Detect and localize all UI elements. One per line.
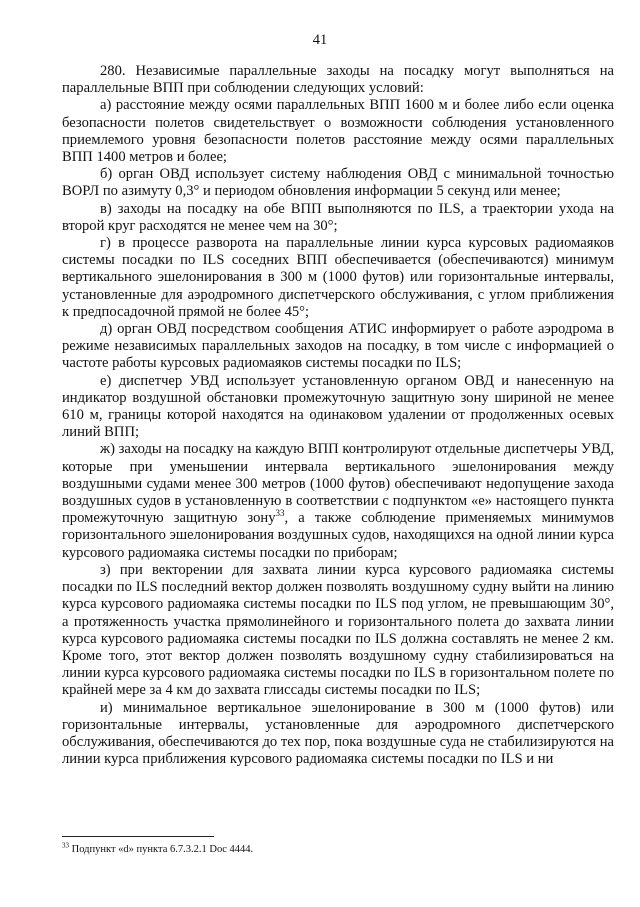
paragraph-item-v: в) заходы на посадку на обе ВПП выполняются по ILS, а траектории ухода на второй круг расходятся не менее чем на 30°;: [62, 200, 614, 234]
footnote-text: Подпункт «d» пункта 6.7.3.2.1 Doc 4444.: [69, 844, 254, 855]
paragraph-item-g: г) в процессе разворота на параллельные линии курса курсовых радиомаяков системы посадки по ILS соседних ВПП обеспечивается (обеспечиваются) минимум вертикального эшелонирования в 300 м (1000 футов) или горизонтальные интервалы, установленные для аэродромного диспетчерского обслуживания, с углом приближения к предпосадочной прямой не более 45°;: [62, 235, 614, 320]
paragraph-280-intro: 280. Независимые параллельные заходы на посадку могут выполняться на параллельные ВПП при соблюдении следующих условий:: [62, 63, 614, 97]
paragraph-item-e: е) диспетчер УВД использует установленную органом ОВД и нанесенную на индикатор воздушной обстановки промежуточную защитную зону шириной не менее 610 м, границы которой находятся на одинаковом удалении от продолженных осевых линий ВПП;: [62, 372, 614, 441]
paragraph-item-zh-text: ж) заходы на посадку на каждую ВПП контролируют отдельные диспетчеры УВД, которые при уменьшении интервала вертикального эшелонирования между воздушными судами менее 300 метров (1000 футов) обеспечивают недопущение захода воздушных судов в установленную в соответствии с подпунктом «е» настоящего пункта промежуточную защитную зону: [62, 441, 614, 527]
paragraph-item-zh: [62, 441, 614, 561]
paragraph-item-a: а) расстояние между осями параллельных ВПП 1600 м и более либо если оценка безопасности полетов свидетельствует о возможности соблюдения установленного приемлемого уровня безопасности полетов расстояние между осями параллельных ВПП 1400 метров и более;: [62, 97, 614, 166]
page-number: 41: [312, 32, 328, 48]
paragraph-item-z: з) при векторении для захвата линии курса курсового радиомаяка системы посадки по ILS последний вектор должен позволять воздушному судну выйти на линию курса курсового радиомаяка системы посадки по ILS под углом, не превышающим 30°, а протяженность участка прямолинейного и горизонтального полета до захвата линии курса курсового радиомаяка системы посадки по ILS должна составлять не менее 2 км. Кроме того, этот вектор должен позволять воздушному судну стабилизироваться на линии курса курсового радиомаяка системы посадки по ILS в горизонтальном полете по крайней мере за 4 км до захвата глиссады системы посадки по ILS;: [62, 561, 614, 699]
footnote-separator: [62, 836, 214, 837]
paragraph-item-d: д) орган ОВД посредством сообщения АТИС информирует о работе аэродрома в режиме независимых параллельных заходов на посадку, в том числе с информацией о частоте работы курсовых радиомаяков системы посадки по ILS;: [62, 321, 614, 372]
footnote-reference: 33: [275, 508, 285, 519]
paragraph-item-b: б) орган ОВД использует систему наблюдения ОВД с минимальной точностью ВОРЛ по азимуту 0,3° и периодом обновления информации 5 секунд или менее;: [62, 166, 614, 200]
footnote-number: 33: [62, 841, 69, 850]
footnote: [62, 843, 602, 856]
paragraph-item-i: и) минимальное вертикальное эшелонирование в 300 м (1000 футов) или горизонтальные интервалы, установленные для аэродромного диспетчерского обслуживания, обеспечиваются до тех пор, пока воздушные суда не стабилизируются на линии курса приближения курсового радиомаяка системы посадки по ILS и ни: [62, 699, 614, 768]
document-body: [62, 63, 614, 768]
paragraph-item-zh-text-continued: , а также соблюдение применяемых минимумов горизонтального эшелонирования воздушных судов, находящихся на одной линии курса курсового радиомаяка системы посадки по приборам;: [62, 510, 614, 561]
